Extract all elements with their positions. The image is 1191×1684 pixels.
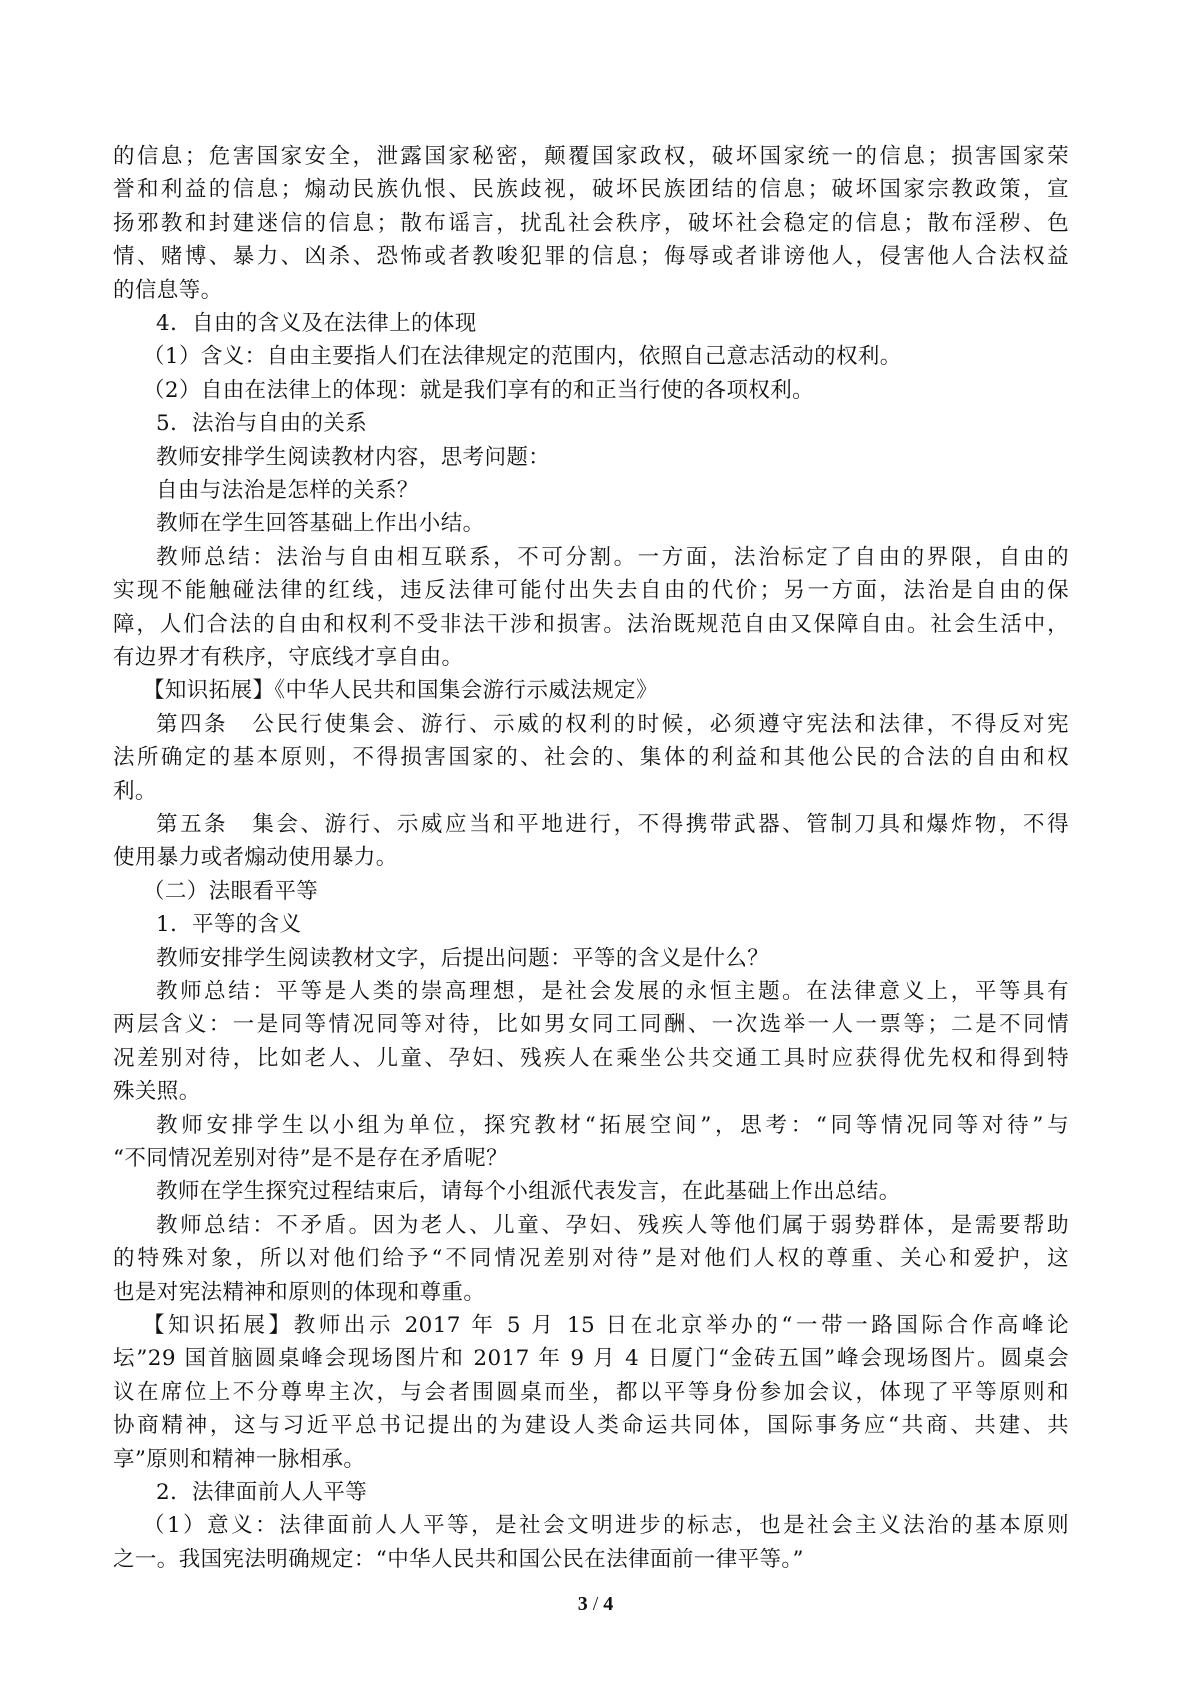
paragraph-line: 殊关照。 [113,1079,201,1104]
paragraph-line: 的信息等。 [113,278,223,303]
paragraph-line: 【知识拓展】《中华人民共和国集会游行示威法规定》 [143,678,658,703]
paragraph-line: 5．法治与自由的关系 [156,411,368,436]
paragraph-line: 障，人们合法的自由和权利不受非法干涉和损害。法治既规范自由又保障自由。社会生活中， [113,612,1069,637]
paragraph-line: 教师在学生探究过程结束后，请每个小组派代表发言，在此基础上作出总结。 [156,1179,901,1204]
paragraph-line: 教师总结：法治与自由相互联系，不可分割。一方面，法治标定了自由的界限，自由的 [156,545,1069,570]
paragraph-line: 协商精神，这与习近平总书记提出的为建设人类命运共同体，国际事务应“共商、共建、共 [113,1413,1069,1438]
paragraph-line: 扬邪教和封建迷信的信息；散布谣言，扰乱社会秩序，破坏社会稳定的信息；散布淫秽、色 [113,211,1069,236]
page-total: 4 [603,1593,614,1615]
paragraph-line: 教师安排学生阅读教材文字，后提出问题：平等的含义是什么？ [156,946,770,971]
paragraph-line: 自由与法治是怎样的关系？ [156,478,419,503]
paragraph-line: 实现不能触碰法律的红线，违反法律可能付出失去自由的代价；另一方面，法治是自由的保 [113,578,1069,603]
paragraph-line: （2）自由在法律上的体现：就是我们享有的和正当行使的各项权利。 [143,378,815,403]
paragraph-line: 议在席位上不分尊卑主次，与会者围圆桌而坐，都以平等身份参加会议，体现了平等原则和 [113,1380,1069,1405]
page-separator: / [587,1593,604,1615]
paragraph-line: 教师安排学生阅读教材内容，思考问题： [156,445,551,470]
paragraph-line: 的信息；危害国家安全，泄露国家秘密，颠覆国家政权，破坏国家统一的信息；损害国家荣 [113,144,1069,169]
paragraph-line: 2．法律面前人人平等 [156,1480,368,1505]
paragraph-line: 教师安排学生以小组为单位，探究教材“拓展空间”，思考：“同等情况同等对待”与 [156,1113,1069,1138]
paragraph-line: 况差别对待，比如老人、儿童、孕妇、残疾人在乘坐公共交通工具时应获得优先权和得到特 [113,1046,1069,1071]
paragraph-line: 教师在学生回答基础上作出小结。 [156,511,485,536]
paragraph-line: 4．自由的含义及在法律上的体现 [156,311,477,336]
paragraph-line: 【知识拓展】教师出示 2017 年 5 月 15 日在北京举办的“一带一路国际合作高峰论 [143,1313,1069,1338]
paragraph-line: 第四条 公民行使集会、游行、示威的权利的时候，必须遵守宪法和法律，不得反对宪 [156,712,1069,737]
paragraph-line: 法所确定的基本原则，不得损害国家的、社会的、集体的利益和其他公民的合法的自由和权 [113,745,1069,770]
page-number [0,1590,1191,1618]
page-current: 3 [577,1593,588,1615]
paragraph-line: 情、赌博、暴力、凶杀、恐怖或者教唆犯罪的信息；侮辱或者诽谤他人，侵害他人合法权益 [113,244,1069,269]
paragraph-line: （二）法眼看平等 [143,879,319,904]
paragraph-line: 两层含义：一是同等情况同等对待，比如男女同工同酬、一次选举一人一票等；二是不同情 [113,1012,1069,1037]
paragraph-line: 也是对宪法精神和原则的体现和尊重。 [113,1280,486,1305]
paragraph-line: 使用暴力或者煽动使用暴力。 [113,845,398,870]
paragraph-line: 第五条 集会、游行、示威应当和平地进行，不得携带武器、管制刀具和爆炸物，不得 [156,812,1069,837]
paragraph-line: 教师总结：不矛盾。因为老人、儿童、孕妇、残疾人等他们属于弱势群体，是需要帮助 [156,1213,1069,1238]
paragraph-line: 享”原则和精神一脉相承。 [113,1447,366,1472]
paragraph-line: 之一。我国宪法明确规定：“中华人民共和国公民在法律面前一律平等。” [113,1547,804,1572]
paragraph-line: 利。 [113,779,157,804]
paragraph-line: “不同情况差别对待”是不是存在矛盾呢？ [113,1146,509,1171]
paragraph-line: 1．平等的含义 [156,912,302,937]
paragraph-line: 的特殊对象，所以对他们给予“不同情况差别对待”是对他们人权的尊重、关心和爱护，这 [113,1246,1069,1271]
paragraph-line: （1）意义：法律面前人人平等，是社会文明进步的标志，也是社会主义法治的基本原则 [143,1513,1069,1538]
paragraph-line: 坛”29 国首脑圆桌峰会现场图片和 2017 年 9 月 4 日厦门“金砖五国”峰会现场图片。圆桌会 [113,1346,1069,1371]
paragraph-line: 教师总结：平等是人类的崇高理想，是社会发展的永恒主题。在法律意义上，平等具有 [156,979,1069,1004]
paragraph-line: 有边界才有秩序，守底线才享自由。 [113,645,464,670]
paragraph-line: （1）含义：自由主要指人们在法律规定的范围内，依照自己意志活动的权利。 [143,344,902,369]
paragraph-line: 誉和利益的信息；煽动民族仇恨、民族歧视，破坏民族团结的信息；破坏国家宗教政策，宣 [113,177,1069,202]
